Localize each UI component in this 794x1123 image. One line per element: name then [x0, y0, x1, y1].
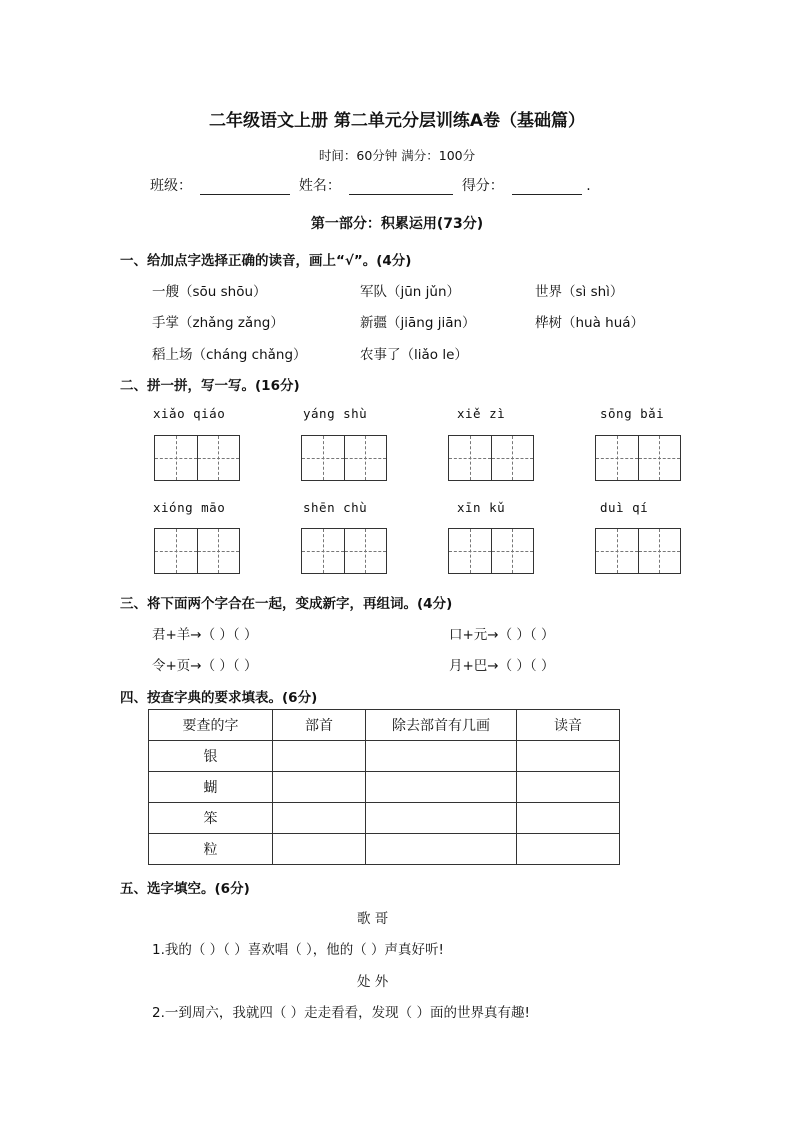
q1-item: 新疆（jiāng jiān）: [360, 315, 476, 331]
q1-heading: 一、给加点字选择正确的读音，画上“√”。(4分): [120, 253, 412, 269]
q3-item: 令+页→（ ）（ ）: [152, 658, 258, 674]
pinyin-prompt: xióng māo: [153, 500, 226, 515]
table-row: [149, 834, 620, 865]
score-blank[interactable]: [512, 180, 582, 195]
q3-item: 月+巴→（ ）（ ）: [449, 658, 555, 674]
class-label: 班级：: [150, 178, 192, 194]
answer-cell[interactable]: [517, 803, 620, 834]
pinyin-prompt: duì qí: [600, 500, 649, 515]
q1-item: 世界（sì shì）: [535, 284, 624, 300]
q1-item: 桦树（huà huá）: [535, 315, 645, 331]
answer-cell[interactable]: [366, 803, 517, 834]
pinyin-prompt: sōng bǎi: [600, 406, 665, 421]
writing-grid[interactable]: [595, 528, 681, 574]
table-row: [149, 803, 620, 834]
q5-sentence-2: 2.一到周六，我就四（ ）走走看看，发现（ ）面的世界真有趣!: [152, 1005, 530, 1021]
writing-grid[interactable]: [154, 528, 240, 574]
q3-item: 君+羊→（ ）（ ）: [152, 627, 258, 643]
q1-item: 军队（jūn jǔn）: [360, 284, 461, 300]
char-cell: 银: [149, 741, 273, 772]
pinyin-prompt: shēn chù: [303, 500, 368, 515]
writing-grid[interactable]: [595, 435, 681, 481]
writing-grid[interactable]: [154, 435, 240, 481]
writing-grid[interactable]: [448, 435, 534, 481]
name-label: 姓名：: [298, 178, 341, 194]
class-blank[interactable]: [200, 180, 290, 195]
table-row: [149, 772, 620, 803]
dictionary-table: [148, 709, 620, 865]
q4-heading: 四、按查字典的要求填表。(6分): [120, 690, 318, 706]
score-label: 得分：: [461, 178, 504, 194]
writing-grid[interactable]: [301, 435, 387, 481]
q5-sentence-1: 1.我的（ ）（ ）喜欢唱（ ），他的（ ）声真好听!: [152, 942, 444, 958]
char-cell: 笨: [149, 803, 273, 834]
q3-heading: 三、将下面两个字合在一起，变成新字，再组词。(4分): [120, 596, 453, 612]
q3-item: 口+元→（ ）（ ）: [449, 627, 555, 643]
char-cell: 粒: [149, 834, 273, 865]
q1-item: 手掌（zhǎng zǎng）: [152, 315, 284, 331]
table-header-row: [149, 710, 620, 741]
pinyin-prompt: xiǎo qiáo: [153, 406, 226, 421]
answer-cell[interactable]: [273, 834, 366, 865]
header-cell: 读音: [517, 710, 620, 741]
header-cell: 除去部首有几画: [366, 710, 517, 741]
pinyin-prompt: yáng shù: [303, 406, 368, 421]
q1-item: 稻上场（cháng chǎng）: [152, 347, 307, 363]
answer-cell[interactable]: [366, 741, 517, 772]
pinyin-prompt: xiě zì: [457, 406, 506, 421]
writing-grid[interactable]: [301, 528, 387, 574]
header-cell: 要查的字: [149, 710, 273, 741]
q5-heading: 五、选字填空。(6分): [120, 881, 250, 897]
answer-cell[interactable]: [273, 772, 366, 803]
name-blank[interactable]: [349, 180, 453, 195]
q5-word-choices-1: 歌 哥: [357, 911, 389, 927]
answer-cell[interactable]: [517, 741, 620, 772]
answer-cell[interactable]: [273, 803, 366, 834]
document-title: 二年级语文上册 第二单元分层训练A卷（基础篇）: [208, 111, 586, 131]
q1-item: 农事了（liǎo le）: [360, 347, 468, 363]
answer-cell[interactable]: [517, 772, 620, 803]
part-one-heading: 第一部分：积累运用(73分): [310, 216, 484, 232]
q5-word-choices-2: 处 外: [357, 974, 389, 990]
pinyin-prompt: xīn kǔ: [457, 500, 506, 515]
answer-cell[interactable]: [517, 834, 620, 865]
student-info-row: [150, 175, 591, 195]
q2-heading: 二、拼一拼，写一写。(16分): [120, 378, 300, 394]
exam-time-score: 时间：60分钟 满分：100分: [318, 148, 476, 163]
answer-cell[interactable]: [273, 741, 366, 772]
writing-grid[interactable]: [448, 528, 534, 574]
answer-cell[interactable]: [366, 834, 517, 865]
char-cell: 蝴: [149, 772, 273, 803]
table-row: [149, 741, 620, 772]
q1-item: 一艘（sōu shōu）: [152, 284, 267, 300]
info-end-mark: .: [586, 178, 591, 194]
answer-cell[interactable]: [366, 772, 517, 803]
header-cell: 部首: [273, 710, 366, 741]
